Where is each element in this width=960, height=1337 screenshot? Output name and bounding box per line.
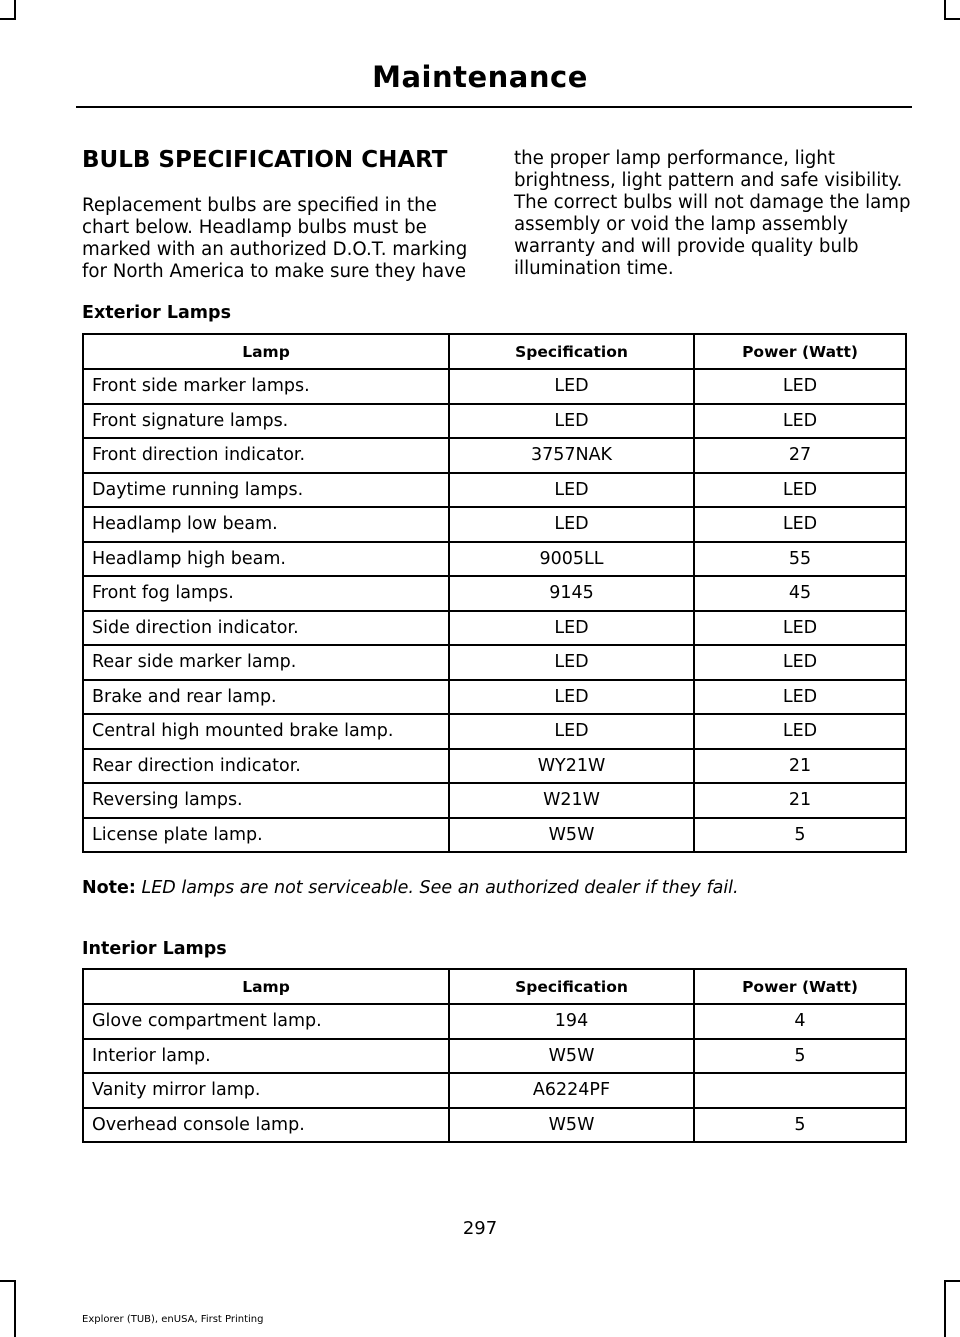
note-text: LED lamps are not serviceable. See an authorized dealer if they fail. <box>141 878 739 898</box>
power-cell: 5 <box>694 1039 906 1074</box>
table-row <box>83 438 906 473</box>
power-cell: 21 <box>694 783 906 818</box>
lamp-cell: Front direction indicator. <box>83 438 449 473</box>
table-row <box>83 680 906 715</box>
spec-cell: W21W <box>449 783 694 818</box>
table-row <box>83 1073 906 1108</box>
crop-mark <box>0 1280 16 1282</box>
lamp-cell: Reversing lamps. <box>83 783 449 818</box>
header-lamp: Lamp <box>83 969 449 1004</box>
table-row <box>83 749 906 784</box>
lamp-cell: Front side marker lamps. <box>83 369 449 404</box>
header-specification: Specification <box>449 334 694 369</box>
spec-cell: LED <box>449 611 694 646</box>
spec-cell: W5W <box>449 1108 694 1143</box>
spec-cell: 9145 <box>449 576 694 611</box>
section-heading: BULB SPECIFICATION CHART <box>82 147 448 173</box>
lamp-cell: Interior lamp. <box>83 1039 449 1074</box>
power-cell: LED <box>694 473 906 508</box>
spec-cell: 3757NAK <box>449 438 694 473</box>
power-cell: LED <box>694 645 906 680</box>
exterior-lamps-table <box>82 333 907 853</box>
table-header-row <box>83 334 906 369</box>
lamp-cell: Front fog lamps. <box>83 576 449 611</box>
power-cell: 5 <box>694 1108 906 1143</box>
crop-mark <box>14 1280 16 1337</box>
spec-cell: LED <box>449 645 694 680</box>
table-row <box>83 714 906 749</box>
lamp-cell: Brake and rear lamp. <box>83 680 449 715</box>
footer-text: Explorer (TUB), enUSA, First Printing <box>82 1314 264 1325</box>
page-title: Maintenance <box>372 60 588 94</box>
lamp-cell: Vanity mirror lamp. <box>83 1073 449 1108</box>
spec-cell: LED <box>449 680 694 715</box>
table-row <box>83 1004 906 1039</box>
power-cell: 21 <box>694 749 906 784</box>
table-row <box>83 507 906 542</box>
crop-mark <box>944 0 946 20</box>
power-cell: 5 <box>694 818 906 853</box>
table-header-row <box>83 969 906 1004</box>
power-cell <box>694 1073 906 1108</box>
power-cell: 55 <box>694 542 906 577</box>
lamp-cell: License plate lamp. <box>83 818 449 853</box>
spec-cell: LED <box>449 369 694 404</box>
table-row <box>83 369 906 404</box>
spec-cell: 9005LL <box>449 542 694 577</box>
header-specification: Specification <box>449 969 694 1004</box>
spec-cell: W5W <box>449 818 694 853</box>
crop-mark <box>944 18 960 20</box>
header-power: Power (Watt) <box>694 334 906 369</box>
spec-cell: A6224PF <box>449 1073 694 1108</box>
crop-mark <box>944 1280 946 1337</box>
interior-lamps-heading: Interior Lamps <box>82 939 227 959</box>
power-cell: LED <box>694 404 906 439</box>
table-row <box>83 645 906 680</box>
power-cell: 4 <box>694 1004 906 1039</box>
note <box>82 878 739 898</box>
table-row <box>83 818 906 853</box>
table-row <box>83 1108 906 1143</box>
intro-text-right: the proper lamp performance, light brightness, light pattern and safe visibility. The correct bulbs will not damage the lamp assembly or void the lamp assembly warranty and will provide quality bulb illumination time. <box>514 148 911 279</box>
power-cell: 27 <box>694 438 906 473</box>
note-label: Note: <box>82 878 136 898</box>
power-cell: LED <box>694 369 906 404</box>
table-row <box>83 611 906 646</box>
lamp-cell: Front signature lamps. <box>83 404 449 439</box>
intro-text-left: Replacement bulbs are specified in the chart below. Headlamp bulbs must be marked with an authorized D.O.T. marking for North America to make sure they have <box>82 195 468 282</box>
lamp-cell: Side direction indicator. <box>83 611 449 646</box>
power-cell: LED <box>694 714 906 749</box>
header-lamp: Lamp <box>83 334 449 369</box>
power-cell: 45 <box>694 576 906 611</box>
spec-cell: LED <box>449 473 694 508</box>
intro-left-column <box>82 145 482 283</box>
spec-cell: LED <box>449 404 694 439</box>
power-cell: LED <box>694 680 906 715</box>
table-row <box>83 576 906 611</box>
lamp-cell: Rear direction indicator. <box>83 749 449 784</box>
table-row <box>83 783 906 818</box>
lamp-cell: Headlamp high beam. <box>83 542 449 577</box>
page-number: 297 <box>462 1218 498 1239</box>
exterior-lamps-heading: Exterior Lamps <box>82 303 231 323</box>
power-cell: LED <box>694 611 906 646</box>
lamp-cell: Central high mounted brake lamp. <box>83 714 449 749</box>
crop-mark <box>14 0 16 20</box>
lamp-cell: Glove compartment lamp. <box>83 1004 449 1039</box>
lamp-cell: Daytime running lamps. <box>83 473 449 508</box>
lamp-cell: Headlamp low beam. <box>83 507 449 542</box>
spec-cell: 194 <box>449 1004 694 1039</box>
lamp-cell: Rear side marker lamp. <box>83 645 449 680</box>
lamp-cell: Overhead console lamp. <box>83 1108 449 1143</box>
header-power: Power (Watt) <box>694 969 906 1004</box>
header-divider <box>76 106 912 108</box>
spec-cell: LED <box>449 714 694 749</box>
spec-cell: LED <box>449 507 694 542</box>
interior-lamps-table <box>82 968 907 1143</box>
table-row <box>83 404 906 439</box>
spec-cell: WY21W <box>449 749 694 784</box>
crop-mark <box>0 18 16 20</box>
table-row <box>83 542 906 577</box>
table-row <box>83 1039 906 1074</box>
table-row <box>83 473 906 508</box>
power-cell: LED <box>694 507 906 542</box>
spec-cell: W5W <box>449 1039 694 1074</box>
crop-mark <box>944 1280 960 1282</box>
